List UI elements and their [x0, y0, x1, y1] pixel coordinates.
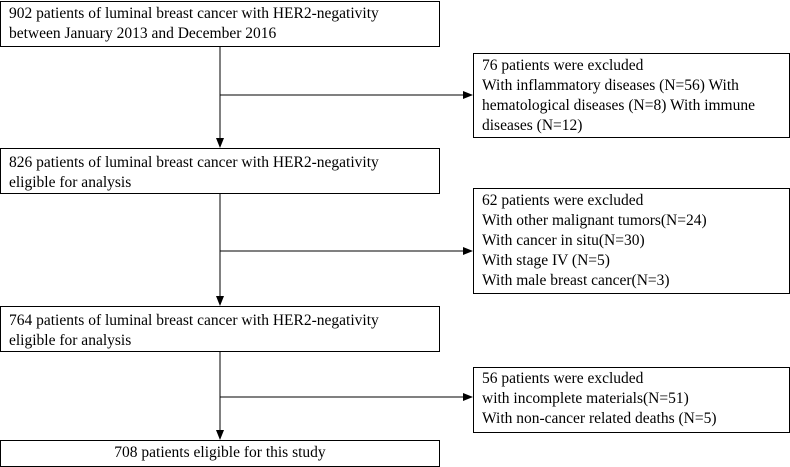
exclusion-item: With cancer in situ(N=30) [482, 232, 645, 249]
exclusion-heading: 76 patients were excluded [482, 57, 644, 74]
final-cohort-box [0, 440, 440, 467]
box-text-line: between January 2013 and December 2016 [9, 25, 277, 42]
exclusion-box-1 [473, 53, 790, 138]
eligible-cohort-box-1 [0, 148, 440, 194]
exclusion-item: with incomplete materials(N=51) [482, 390, 689, 407]
exclusion-heading: 62 patients were excluded [482, 192, 644, 209]
box-text-line: 708 patients eligible for this study [114, 444, 326, 461]
exclusion-item: With other malignant tumors(N=24) [482, 212, 707, 229]
exclusion-item: hematological diseases (N=8) With immune [482, 97, 755, 114]
exclusion-item: diseases (N=12) [482, 117, 583, 134]
exclusion-item: With inflammatory diseases (N=56) With [482, 77, 739, 94]
exclusion-item: With non-cancer related deaths (N=5) [482, 410, 717, 427]
exclusion-item: With male breast cancer(N=3) [482, 272, 670, 289]
box-text-line: 902 patients of luminal breast cancer with HER2-negativity [9, 5, 379, 22]
exclusion-heading: 56 patients were excluded [482, 370, 644, 387]
box-text-line: eligible for analysis [9, 332, 132, 349]
exclusion-box-2 [473, 188, 790, 294]
exclusion-box-3 [473, 367, 790, 433]
eligible-cohort-box-2 [0, 306, 440, 352]
exclusion-item: With stage IV (N=5) [482, 252, 610, 269]
box-text-line: eligible for analysis [9, 174, 132, 191]
box-text-line: 826 patients of luminal breast cancer with HER2-negativity [9, 154, 379, 171]
initial-cohort-box [0, 1, 440, 47]
box-text-line: 764 patients of luminal breast cancer with HER2-negativity [9, 312, 379, 329]
